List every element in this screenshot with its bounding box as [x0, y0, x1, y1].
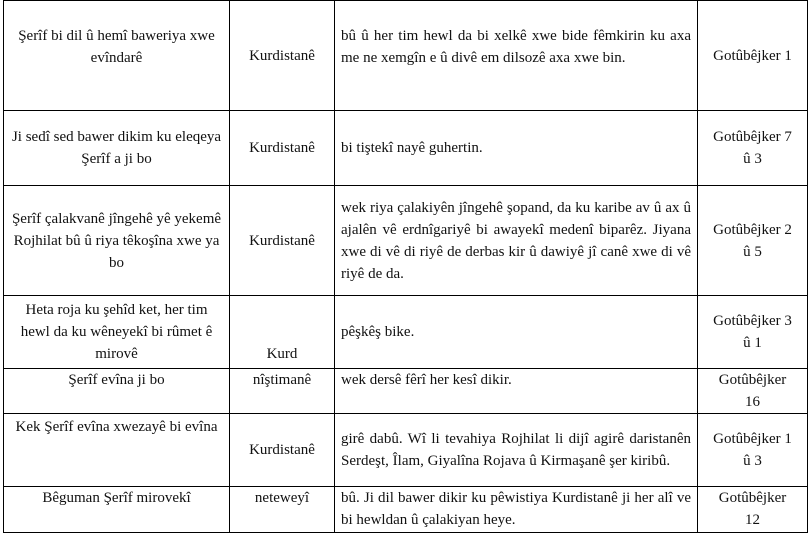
table-row	[4, 414, 808, 487]
reference-line: Gotûbêjker 1	[713, 47, 792, 64]
reference-line: Gotûbêjker 2	[713, 221, 792, 238]
theme-cell: Bêguman Şerîf mirovekî	[4, 487, 230, 533]
reference-cell	[698, 369, 808, 414]
reference-line: û 3	[743, 453, 762, 469]
reference-line: û 1	[743, 335, 762, 351]
reference-line: Gotûbêjker	[718, 372, 787, 388]
keyword-cell: nîştimanê	[230, 369, 335, 414]
table-row	[4, 487, 808, 533]
table-row	[4, 1, 808, 111]
quotes-table	[3, 0, 808, 533]
theme-cell: Heta roja ku şehîd ket, her tim hewl da ku wêneyekî bi rûmet ê mirovê	[4, 296, 230, 369]
reference-line: Gotûbêjker 3	[713, 313, 792, 329]
theme-cell: Şerîf çalakvanê jîngehê yê yekemê Rojhilat bû û riya têkoşîna xwe ya bo	[4, 186, 230, 296]
reference-cell	[698, 487, 808, 533]
keyword-cell: Kurd	[230, 296, 335, 369]
quote-cell: pêşkêş bike.	[335, 296, 698, 369]
reference-line: Gotûbêjker 1	[713, 431, 792, 447]
theme-cell: Şerîf evîna ji bo	[4, 369, 230, 414]
reference-cell	[698, 186, 808, 296]
quote-cell: wek riya çalakiyên jîngehê şopand, da ku karibe av û ax û ajalên vê erdnîgariyê bi awayekî medenî biparêz. Jiyana xwe di vê di riyê de derbas kir û dawiyê jî canê xwe di vê riyê de da.	[335, 186, 698, 296]
reference-cell	[698, 296, 808, 369]
keyword-cell: Kurdistanê	[230, 414, 335, 487]
reference-line: û 5	[743, 243, 762, 260]
quote-cell: girê dabû. Wî li tevahiya Rojhilat li dijî agirê daristanên Serdeşt, Îlam, Giyalîna Rojava û Kirmaşanê şer kiribû.	[335, 414, 698, 487]
quote-cell: bû. Ji dil bawer dikir ku pêwistiya Kurdistanê ji her alî ve bi hewldan û çalakiyan heye.	[335, 487, 698, 533]
reference-line: û 3	[743, 151, 762, 167]
keyword-cell: Kurdistanê	[230, 111, 335, 186]
theme-cell: Şerîf bi dil û hemî baweriya xwe evîndarê	[4, 1, 230, 111]
reference-line: 16	[745, 394, 760, 410]
table-row	[4, 369, 808, 414]
reference-line: Gotûbêjker	[718, 490, 787, 506]
table-row	[4, 296, 808, 369]
reference-line: Gotûbêjker 7	[713, 129, 792, 145]
theme-cell: Ji sedî sed bawer dikim ku eleqeya Şerîf a ji bo	[4, 111, 230, 186]
table-row	[4, 186, 808, 296]
table-row	[4, 111, 808, 186]
reference-cell	[698, 111, 808, 186]
quote-cell: wek dersê fêrî her kesî dikir.	[335, 369, 698, 414]
keyword-cell: Kurdistanê	[230, 1, 335, 111]
reference-cell	[698, 414, 808, 487]
quote-cell: bû û her tim hewl da bi xelkê xwe bide fêmkirin ku axa me ne xemgîn e û divê em dilsozê axa xwe bin.	[335, 1, 698, 111]
reference-cell	[698, 1, 808, 111]
reference-line: 12	[745, 512, 760, 528]
quote-cell: bi tiştekî nayê guhertin.	[335, 111, 698, 186]
keyword-cell: Kurdistanê	[230, 186, 335, 296]
theme-cell: Kek Şerîf evîna xwezayê bi evîna	[4, 414, 230, 487]
keyword-cell: neteweyî	[230, 487, 335, 533]
